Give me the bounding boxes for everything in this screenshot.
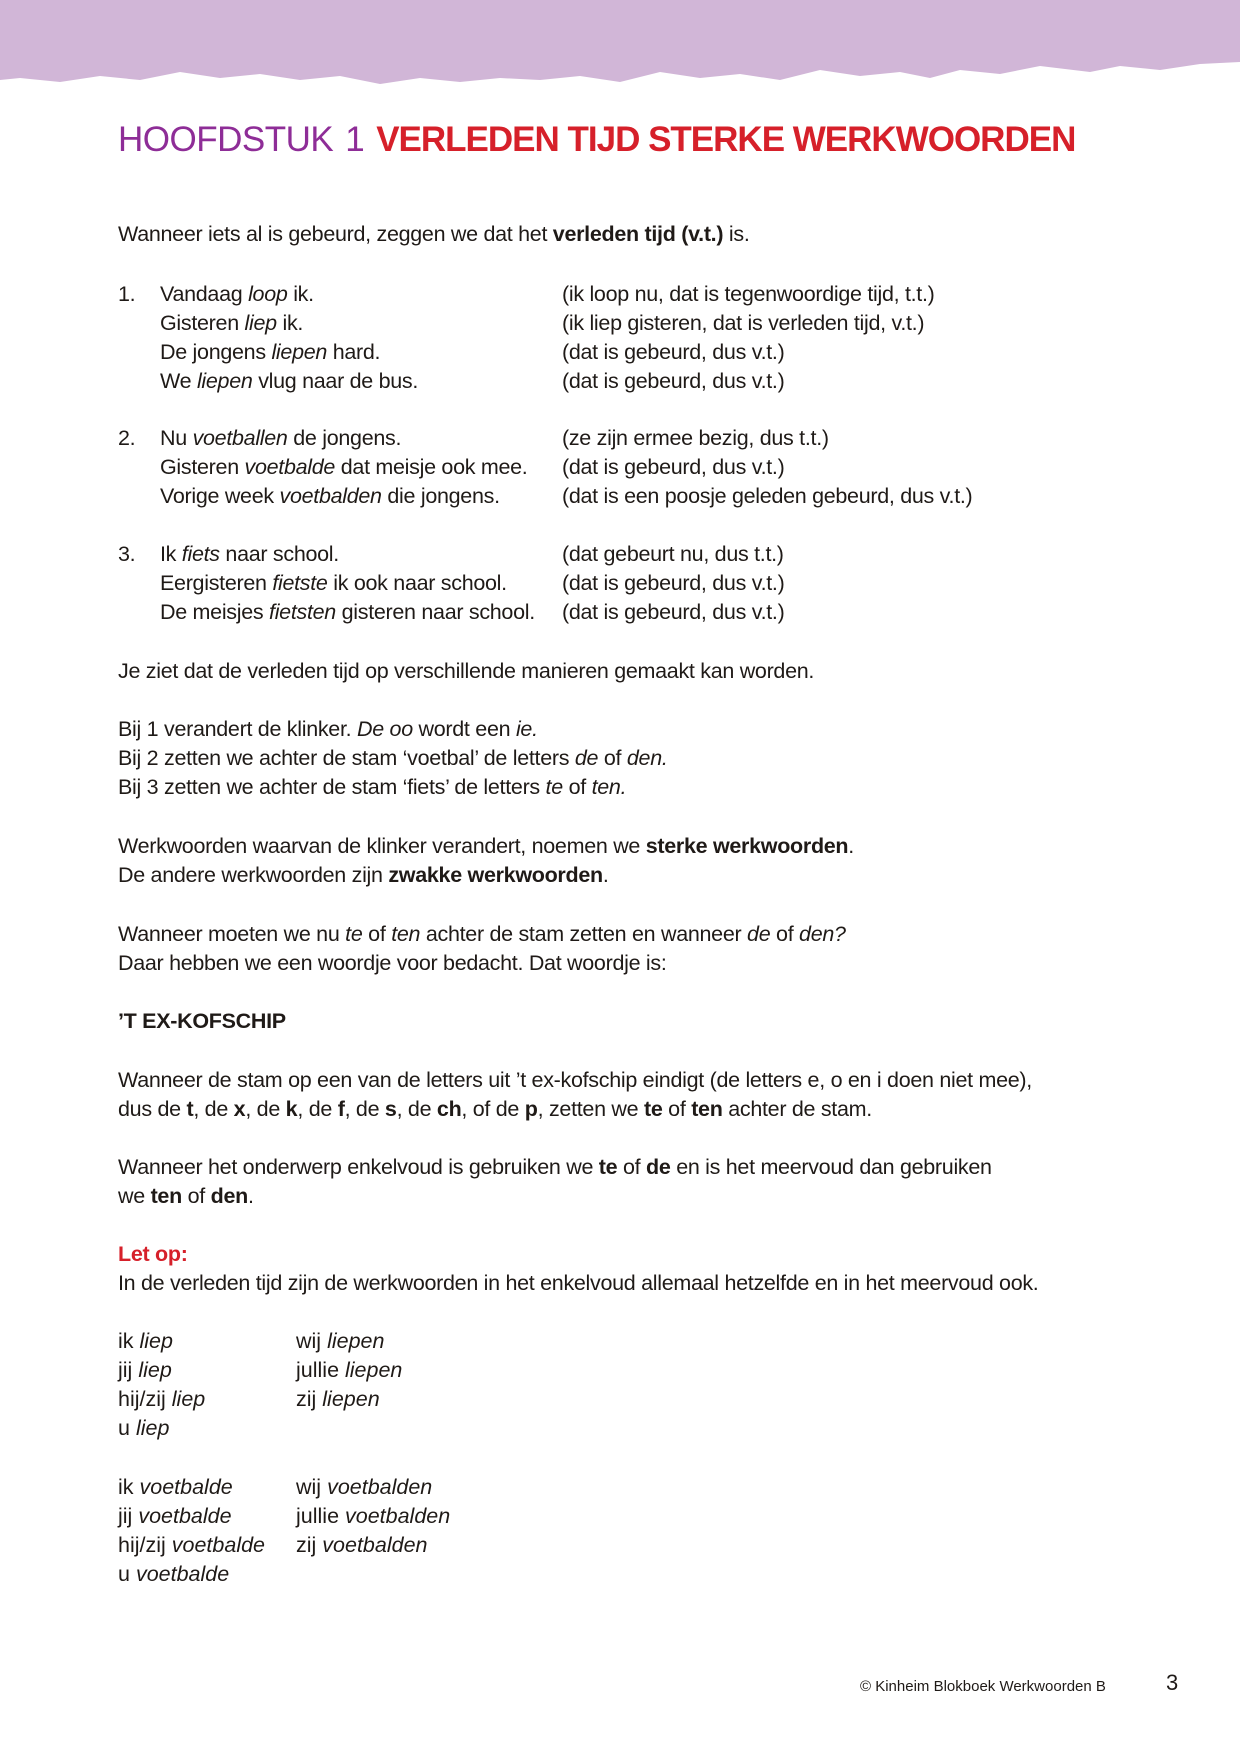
example-text: de jongens. [287, 426, 402, 450]
kofschip-section [118, 1007, 286, 1036]
chapter-title: VERLEDEN TIJD STERKE WERKWOORDEN [376, 120, 1076, 159]
strong-weak-paragraph [118, 832, 854, 890]
singular-plural-line-2: we ten of den. [118, 1184, 254, 1208]
example-row [118, 424, 972, 453]
conjugation-row: wij voetbalden [296, 1475, 433, 1499]
example-note: (dat is een poosje geleden gebeurd, dus v.t.) [562, 484, 973, 508]
plural-column [296, 1473, 450, 1560]
conjugation-row: zij liepen [296, 1387, 380, 1411]
singular-column [118, 1473, 298, 1589]
example-text: Gisteren [160, 455, 245, 479]
singular-plural-line-1: Wanneer het onderwerp enkelvoud is gebruiken we te of de en is het meervoud dan gebruiken [118, 1155, 992, 1179]
example-row [118, 453, 972, 482]
question-paragraph [118, 920, 846, 978]
example-number: 3. [118, 542, 136, 566]
kofschip-paragraph-1 [118, 1066, 1032, 1124]
note-text: In de verleden tijd zijn de werkwoorden in het enkelvoud allemaal hetzelfde en in het meervoud ook. [118, 1271, 1039, 1295]
conjugation-row: u liep [118, 1416, 170, 1440]
example-verb: fietsten [269, 600, 336, 624]
example-note: (ze zijn ermee bezig, dus t.t.) [562, 426, 829, 450]
example-verb: voetbalde [244, 455, 336, 479]
example-row [118, 338, 935, 367]
example-verb: fiets [181, 542, 220, 566]
example-verb: liep [244, 311, 277, 335]
example-text: ik ook naar school. [327, 571, 507, 595]
example-number: 2. [118, 426, 136, 450]
example-note: (ik liep gisteren, dat is verleden tijd, v.t.) [562, 311, 925, 335]
observation-paragraph [118, 657, 814, 686]
example-group-3 [118, 540, 784, 627]
explanation-list [118, 715, 668, 802]
example-row [118, 309, 935, 338]
explanation-2: Bij 2 zetten we achter de stam ‘voetbal’ de letters de of den. [118, 746, 668, 770]
example-text: Vandaag [160, 282, 249, 306]
example-verb: voetbalden [279, 484, 382, 508]
kofschip-heading: ’T EX-KOFSCHIP [118, 1009, 286, 1033]
example-text: die jongens. [381, 484, 500, 508]
example-text: ik. [287, 282, 314, 306]
observation-text: Je ziet dat de verleden tijd op verschillende manieren gemaakt kan worden. [118, 659, 815, 683]
example-text: Gisteren [160, 311, 245, 335]
chapter-label: HOOFDSTUK [118, 120, 334, 159]
weak-verbs-line: De andere werkwoorden zijn zwakke werkwoorden. [118, 863, 609, 887]
example-verb: fietste [272, 571, 328, 595]
conjugation-row: zij voetbalden [296, 1533, 428, 1557]
conjugation-row: jij voetbalde [118, 1504, 232, 1528]
example-text: Nu [160, 426, 193, 450]
page-title [118, 120, 1075, 160]
conjugation-row: ik liep [118, 1329, 173, 1353]
example-text: Ik [160, 542, 182, 566]
example-text: We [160, 369, 197, 393]
example-text: vlug naar de bus. [252, 369, 419, 393]
example-row [118, 367, 935, 396]
example-text: Eergisteren [160, 571, 273, 595]
example-text: De jongens [160, 340, 272, 364]
conjugation-row: ik voetbalde [118, 1475, 233, 1499]
explanation-3: Bij 3 zetten we achter de stam ‘fiets’ de letters te of ten. [118, 775, 627, 799]
example-verb: loop [248, 282, 288, 306]
example-row [118, 569, 784, 598]
example-text: De meisjes [160, 600, 270, 624]
header-band [0, 0, 1240, 90]
conjugation-row: u voetbalde [118, 1562, 230, 1586]
conjugation-row: wij liepen [296, 1329, 385, 1353]
example-row [118, 540, 784, 569]
example-row [118, 598, 784, 627]
intro-text: Wanneer iets al is gebeurd, zeggen we dat het [118, 222, 553, 246]
kofschip-paragraph-2 [118, 1153, 992, 1211]
copyright-footer: © Kinheim Blokboek Werkwoorden B [860, 1678, 1106, 1695]
example-row [118, 482, 972, 511]
conjugation-row: hij/zij voetbalde [118, 1533, 266, 1557]
example-verb: voetballen [192, 426, 288, 450]
example-text: Vorige week [160, 484, 280, 508]
kofschip-rule-line: Wanneer de stam op een van de letters uit ’t ex-kofschip eindigt (de letters e, o en i doen niet mee), [118, 1068, 1032, 1092]
example-text: gisteren naar school. [335, 600, 535, 624]
conjugation-row: hij/zij liep [118, 1387, 206, 1411]
example-note: (dat is gebeurd, dus v.t.) [562, 369, 785, 393]
example-verb: liepen [271, 340, 328, 364]
example-note: (dat is gebeurd, dus v.t.) [562, 600, 785, 624]
example-note: (dat gebeurt nu, dus t.t.) [562, 542, 784, 566]
chapter-number: 1 [345, 120, 365, 159]
header-band-shape [0, 0, 1240, 84]
intro-end: is. [723, 222, 750, 246]
example-text: dat meisje ook mee. [335, 455, 528, 479]
example-group-1 [118, 280, 935, 396]
example-text: ik. [276, 311, 304, 335]
answer-line: Daar hebben we een woordje voor bedacht. Dat woordje is: [118, 951, 667, 975]
plural-column [296, 1327, 402, 1414]
conjugation-row: jullie voetbalden [296, 1504, 451, 1528]
explanation-1: Bij 1 verandert de klinker. De oo wordt een ie. [118, 717, 538, 741]
intro-bold: verleden tijd (v.t.) [552, 222, 724, 246]
example-number: 1. [118, 282, 136, 306]
example-group-2 [118, 424, 972, 511]
intro-paragraph [118, 220, 750, 249]
example-text: naar school. [219, 542, 339, 566]
kofschip-letters-line: dus de t, de x, de k, de f, de s, de ch, of de p, zetten we te of ten achter de stam. [118, 1097, 872, 1121]
example-note: (dat is gebeurd, dus v.t.) [562, 455, 785, 479]
example-note: (dat is gebeurd, dus v.t.) [562, 571, 785, 595]
strong-verbs-line: Werkwoorden waarvan de klinker verandert, noemen we sterke werkwoorden. [118, 834, 854, 858]
conjugation-row: jullie liepen [296, 1358, 403, 1382]
example-text: hard. [327, 340, 381, 364]
singular-column [118, 1327, 298, 1443]
question-line: Wanneer moeten we nu te of ten achter de stam zetten en wanneer de of den? [118, 922, 846, 946]
example-note: (dat is gebeurd, dus v.t.) [562, 340, 785, 364]
note-section [118, 1240, 1038, 1298]
page-number: 3 [1166, 1670, 1179, 1695]
note-label: Let op: [118, 1242, 188, 1266]
example-verb: liepen [196, 369, 253, 393]
example-note: (ik loop nu, dat is tegenwoordige tijd, t.t.) [562, 282, 935, 306]
conjugation-row: jij liep [118, 1358, 172, 1382]
example-row [118, 280, 935, 309]
